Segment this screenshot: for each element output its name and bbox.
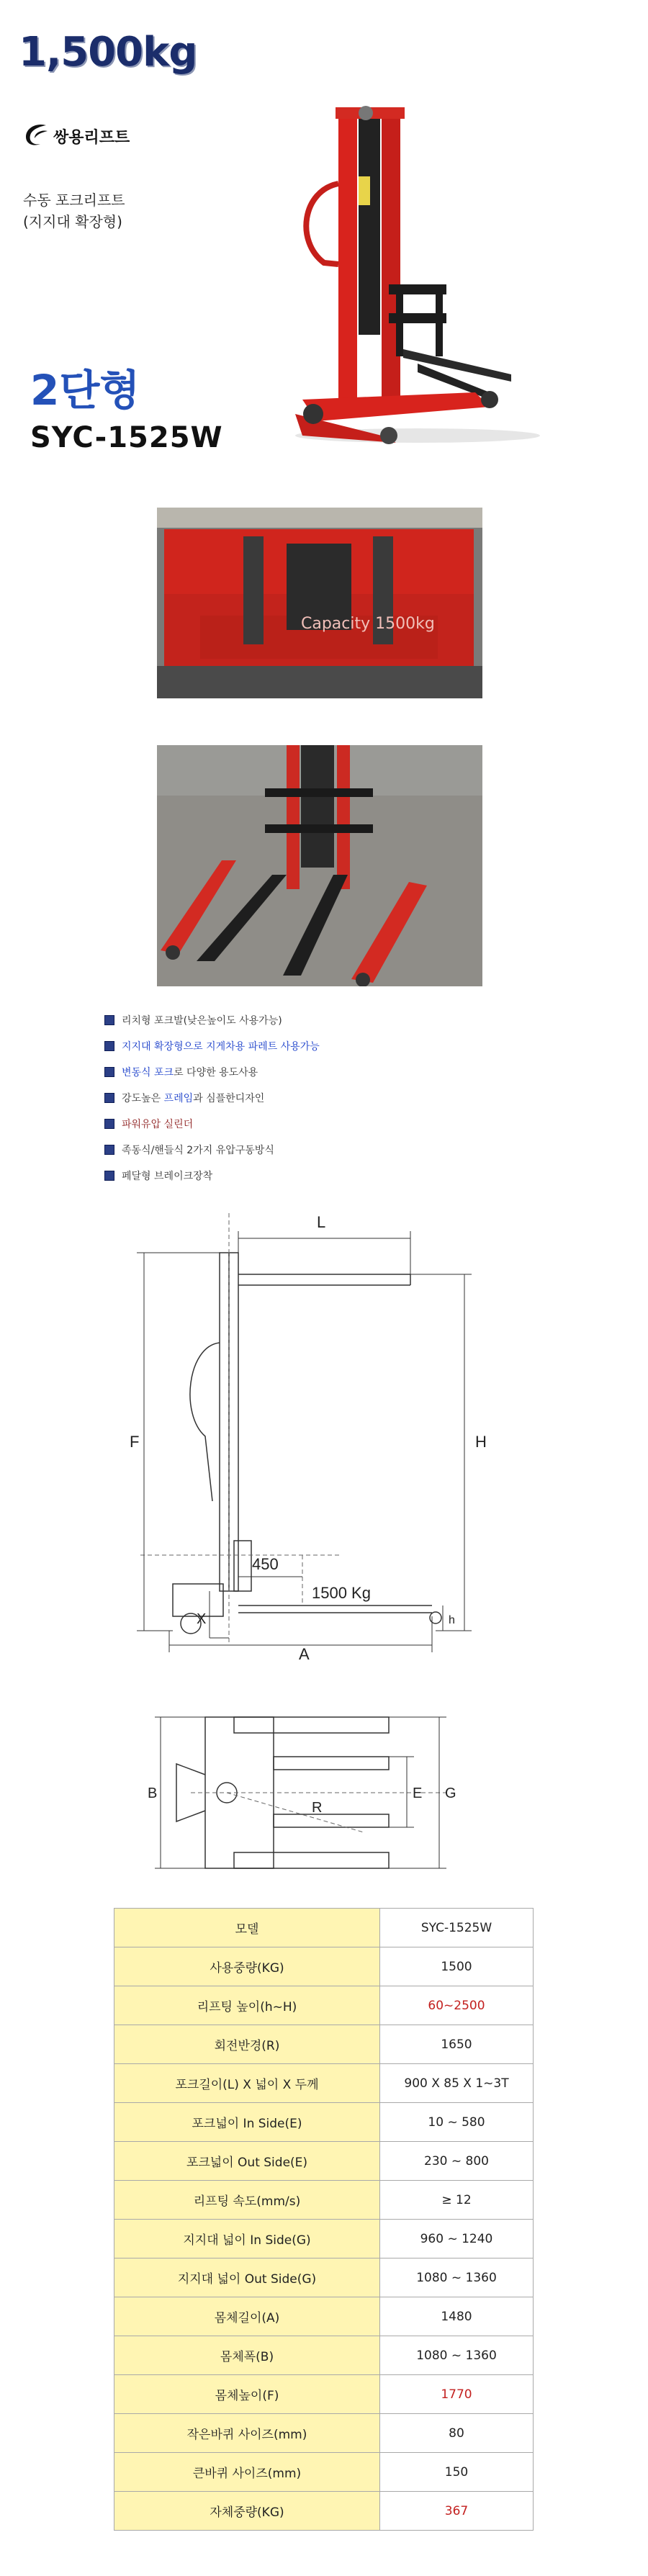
feature-text: [122, 1117, 193, 1131]
feature-text: [122, 1091, 264, 1105]
feature-text-part: 강도높은: [122, 1093, 164, 1104]
spec-header-key: 모델: [114, 1909, 380, 1947]
dim-L: L: [317, 1213, 326, 1231]
capacity-stamp: Capacity 1500kg: [301, 615, 435, 633]
spec-value: 60~2500: [380, 1986, 534, 2025]
spec-value: 900 X 85 X 1~3T: [380, 2064, 534, 2103]
spec-row: [114, 2220, 534, 2258]
hero-product-photo: [274, 97, 547, 450]
spec-row: [114, 2258, 534, 2297]
dim-G: G: [445, 1785, 456, 1801]
square-bullet-icon: [104, 1093, 114, 1103]
feature-text-part: 로 다양한 용도사용: [174, 1067, 258, 1078]
dim-F: F: [130, 1433, 140, 1451]
spec-value: 1650: [380, 2025, 534, 2064]
feature-text-part: 족동식/핸들식 2가지 유압구동방식: [122, 1145, 274, 1156]
spec-value: 230 ~ 800: [380, 2142, 534, 2181]
spec-key: 포크길이(L) X 넓이 X 두께: [114, 2064, 380, 2103]
spec-row: [114, 1986, 534, 2025]
square-bullet-icon: [104, 1041, 114, 1051]
spec-value: 150: [380, 2453, 534, 2492]
feature-text: [122, 1065, 258, 1079]
spec-row: [114, 2453, 534, 2492]
dim-load: 1500 Kg: [312, 1584, 371, 1602]
spec-value: 1080 ~ 1360: [380, 2336, 534, 2375]
feature-item: [104, 1167, 212, 1184]
feature-text-part: 리치형 포크발(낮은높이도 사용가능): [122, 1015, 282, 1027]
spec-row: [114, 2492, 534, 2531]
spec-key: 자체중량(KG): [114, 2492, 380, 2531]
square-bullet-icon: [104, 1171, 114, 1181]
brand-logo: [22, 121, 180, 150]
dim-h: h: [449, 1614, 455, 1626]
detail-photo-carriage: [157, 508, 482, 698]
spec-row: [114, 2181, 534, 2220]
spec-table-body: [114, 1947, 534, 2531]
dim-450: 450: [252, 1555, 279, 1573]
spec-key: 지지대 넓이 Out Side(G): [114, 2258, 380, 2297]
spec-table-header-row: [114, 1909, 534, 1947]
stage-label: 2단형: [30, 366, 140, 415]
feature-item: [104, 1115, 193, 1132]
dim-H: H: [475, 1433, 487, 1451]
spec-key: 지지대 넓이 In Side(G): [114, 2220, 380, 2258]
dim-E: E: [413, 1785, 423, 1801]
dim-X: X: [197, 1611, 207, 1627]
square-bullet-icon: [104, 1067, 114, 1077]
feature-item: [104, 1063, 258, 1081]
spec-row: [114, 2375, 534, 2414]
square-bullet-icon: [104, 1119, 114, 1129]
feature-text: [122, 1143, 274, 1157]
feature-text-part: 변동식 포크: [122, 1067, 174, 1078]
spec-value: ≥ 12: [380, 2181, 534, 2220]
spec-key: 포크넓이 In Side(E): [114, 2103, 380, 2142]
spec-row: [114, 2025, 534, 2064]
spec-row: [114, 2142, 534, 2181]
spec-row: [114, 2064, 534, 2103]
feature-text-part: 지지대 확장형으로 지게차용 파레트 사용가능: [122, 1041, 320, 1053]
spec-key: 사용중량(KG): [114, 1947, 380, 1986]
spec-value: 80: [380, 2414, 534, 2453]
spec-key: 리프팅 속도(mm/s): [114, 2181, 380, 2220]
dim-A: A: [299, 1645, 310, 1659]
side-view-drawing: [126, 1199, 504, 1659]
feature-text-part: 파워유압 실린더: [122, 1119, 194, 1130]
feature-text-part: 프레임: [163, 1093, 194, 1104]
spec-value: 960 ~ 1240: [380, 2220, 534, 2258]
spec-key: 회전반경(R): [114, 2025, 380, 2064]
spec-table: [114, 1908, 534, 2531]
detail-photo-forks: [157, 745, 482, 986]
spec-row: [114, 2414, 534, 2453]
spec-key: 몸체길이(A): [114, 2297, 380, 2336]
spec-key: 작은바퀴 사이즈(mm): [114, 2414, 380, 2453]
product-type-line2: (지지대 확장형): [23, 213, 122, 230]
spec-key: 리프팅 높이(h~H): [114, 1986, 380, 2025]
dim-R: R: [312, 1800, 323, 1816]
feature-item: [104, 1037, 320, 1055]
spec-row: [114, 1947, 534, 1986]
square-bullet-icon: [104, 1015, 114, 1025]
model-code: SYC-1525W: [30, 421, 223, 454]
feature-item: [104, 1089, 264, 1107]
feature-item: [104, 1012, 282, 1029]
spec-value: 10 ~ 580: [380, 2103, 534, 2142]
spec-value: 1770: [380, 2375, 534, 2414]
spec-header-value: SYC-1525W: [380, 1909, 534, 1947]
spec-key: 큰바퀴 사이즈(mm): [114, 2453, 380, 2492]
feature-text-part: 과 심플한디자인: [193, 1093, 265, 1104]
brand-name: 쌍용리프트: [53, 129, 130, 147]
spec-key: 포크넓이 Out Side(E): [114, 2142, 380, 2181]
spec-row: [114, 2297, 534, 2336]
feature-text: [122, 1039, 320, 1053]
feature-text: [122, 1013, 282, 1027]
feature-text: [122, 1168, 212, 1183]
spec-value: 1480: [380, 2297, 534, 2336]
spec-key: 몸체폭(B): [114, 2336, 380, 2375]
logo-swoosh-icon: [22, 121, 50, 150]
product-type-line1: 수동 포크리프트: [23, 192, 125, 209]
spec-value: 1080 ~ 1360: [380, 2258, 534, 2297]
spec-key: 몸체높이(F): [114, 2375, 380, 2414]
feature-item: [104, 1141, 274, 1158]
spec-value: 1500: [380, 1947, 534, 1986]
spec-value: 367: [380, 2492, 534, 2531]
top-view-drawing: [148, 1688, 486, 1893]
spec-row: [114, 2336, 534, 2375]
feature-text-part: 페달형 브레이크장착: [122, 1171, 213, 1182]
square-bullet-icon: [104, 1145, 114, 1155]
spec-row: [114, 2103, 534, 2142]
dim-B: B: [148, 1785, 158, 1801]
capacity-title: 1,500kg: [19, 29, 197, 76]
